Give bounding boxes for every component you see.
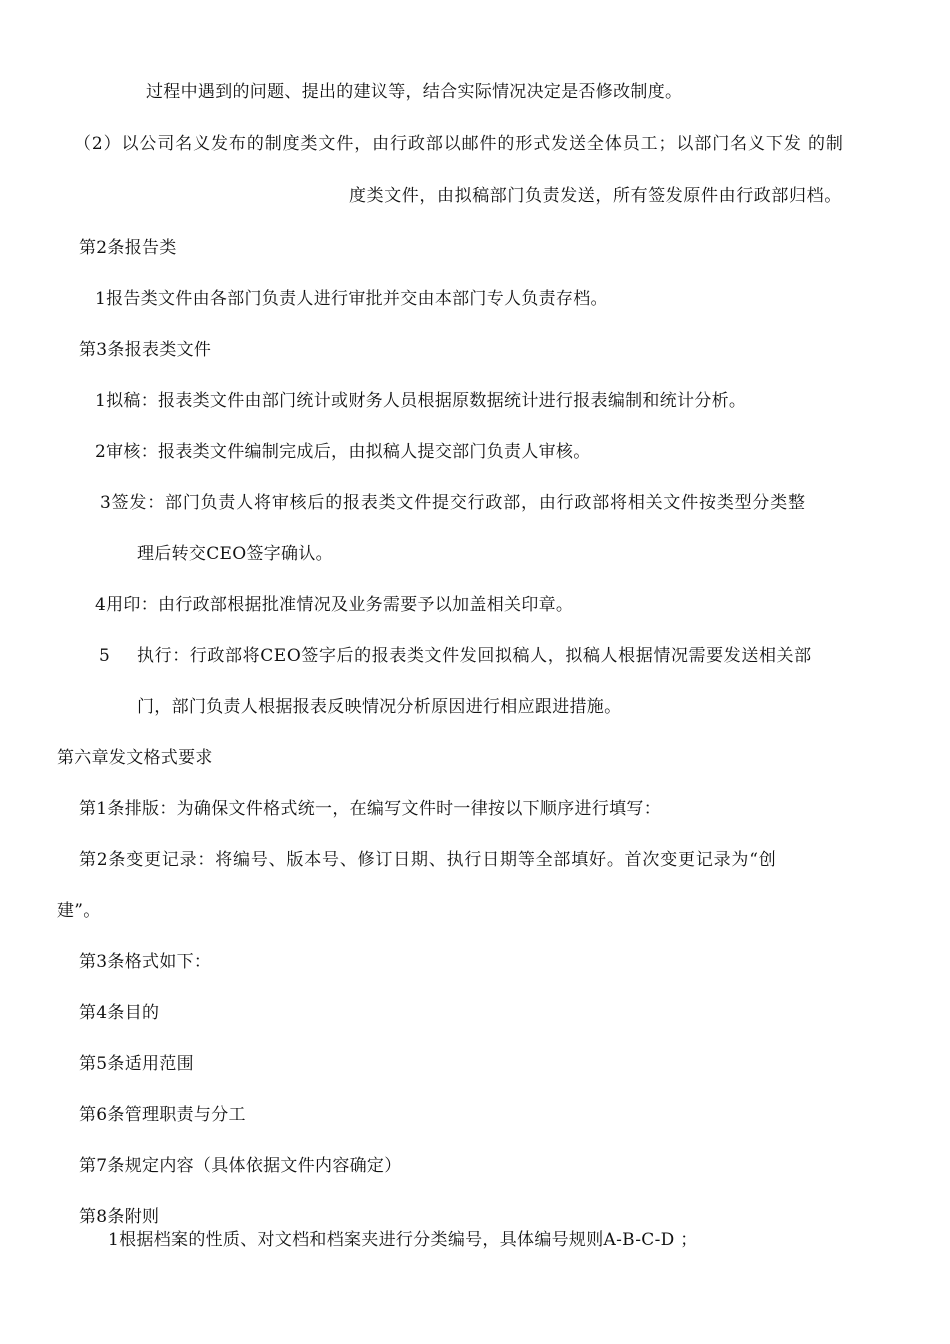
article-heading: 第4条目的: [79, 1003, 160, 1023]
text-line: 1报告类文件由各部门负责人进行审批并交由本部门专人负责存档。: [95, 289, 608, 309]
text-line: （2）以公司名义发布的制度类文件，由行政部以邮件的形式发送全体员工；以部门名义下发 的制: [74, 134, 844, 154]
text-line: 度类文件，由拟稿部门负责发送，所有签发原件由行政部归档。: [349, 186, 842, 206]
article-heading: 第2条报告类: [79, 238, 177, 258]
text-line: 执行：行政部将CEO签字后的报表类文件发回拟稿人，拟稿人根据情况需要发送相关部: [137, 646, 812, 666]
article-heading: 第3条报表类文件: [79, 340, 212, 360]
text-line: 2审核：报表类文件编制完成后，由拟稿人提交部门负责人审核。: [95, 442, 591, 462]
item-number: 5: [99, 646, 110, 666]
text-line: 1根据档案的性质、对文档和档案夹进行分类编号，具体编号规则A-B-C-D ；: [108, 1230, 698, 1250]
text-line: 过程中遇到的问题、提出的建议等，结合实际情况决定是否修改制度。: [146, 82, 683, 102]
text-line: 第1条排版：为确保文件格式统一，在编写文件时一律按以下顺序进行填写：: [79, 799, 662, 819]
article-heading: 第3条格式如下：: [79, 952, 212, 972]
text-line: 建”。: [57, 901, 101, 921]
article-heading: 第5条适用范围: [79, 1054, 194, 1074]
article-heading: 第6条管理职责与分工: [79, 1105, 246, 1125]
text-line: 4用印：由行政部根据批准情况及业务需要予以加盖相关印章。: [95, 595, 574, 615]
text-line: 门，部门负责人根据报表反映情况分析原因进行相应跟进措施。: [137, 697, 622, 717]
article-heading: 第8条附则: [79, 1207, 160, 1227]
text-line: 1拟稿：报表类文件由部门统计或财务人员根据原数据统计进行报表编制和统计分析。: [95, 391, 747, 411]
article-heading: 第7条规定内容（具体依据文件内容确定）: [79, 1156, 402, 1176]
text-line: 3签发：部门负责人将审核后的报表类文件提交行政部，由行政部将相关文件按类型分类整: [100, 493, 806, 513]
chapter-heading: 第六章发文格式要求: [57, 748, 213, 768]
text-line: 第2条变更记录：将编号、版本号、修订日期、执行日期等全部填好。首次变更记录为“创: [79, 850, 777, 870]
text-line: 理后转交CEO签字确认。: [137, 544, 333, 564]
